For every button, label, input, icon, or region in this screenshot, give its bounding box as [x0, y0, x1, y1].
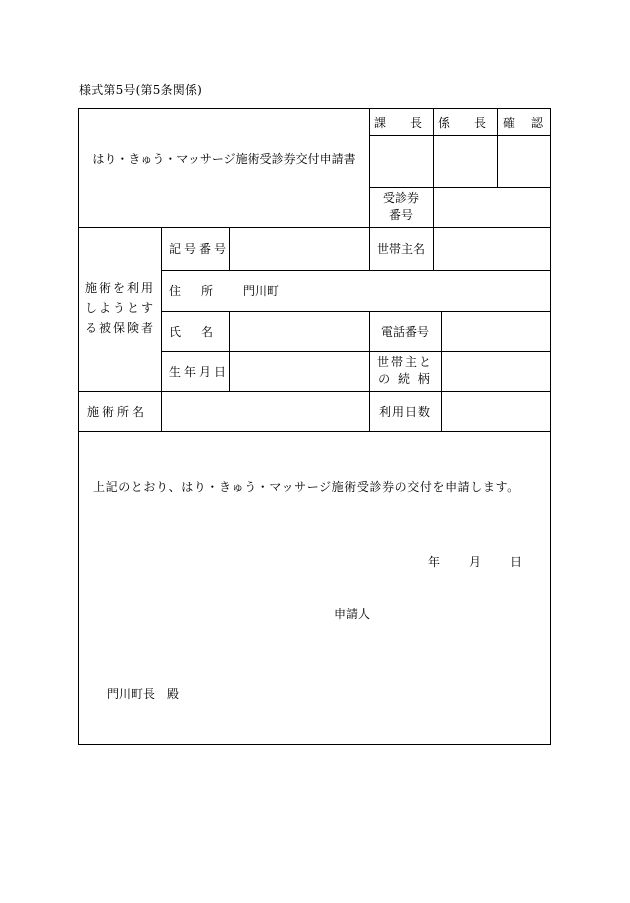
address-value-cell [243, 270, 443, 311]
phone-label-cell [369, 311, 441, 351]
application-form [78, 108, 551, 745]
address-label: 住 所 [169, 284, 218, 298]
divider [433, 187, 434, 227]
birthdate-label-cell [169, 351, 229, 391]
usage-days-label-cell [369, 391, 441, 431]
divider [229, 227, 230, 270]
insured-person-label-line-3: る被保険者 [84, 320, 155, 335]
facility-label: 施術所名 [87, 404, 148, 419]
addressee: 門川町長 殿 [107, 687, 180, 701]
insured-person-label-cell [79, 269, 161, 349]
form-title: はり・きゅう・マッサージ施術受診券交付申請書 [92, 152, 356, 166]
householder-label: 世帯主名 [377, 242, 426, 256]
facility-label-cell [87, 391, 161, 431]
birthdate-label: 生年月日 [169, 364, 230, 379]
relation-label-cell [369, 351, 441, 391]
date-year: 年 [428, 555, 441, 569]
section-chief-label: 課 長 [373, 115, 428, 130]
insured-person-label-line-2: しようとす [84, 301, 155, 316]
address-label-cell [169, 270, 225, 311]
divider [433, 227, 434, 270]
ticket-number-label-line-1: 受診券 [382, 190, 419, 205]
approval-subsection-chief [433, 109, 497, 135]
approval-confirm [497, 109, 551, 135]
insured-person-label-line-1: 施術を利用 [84, 281, 155, 296]
divider [369, 227, 370, 270]
applicant-label: 申請人 [334, 607, 371, 621]
date-day: 日 [510, 555, 523, 569]
householder-label-cell [377, 227, 433, 270]
form-title-cell [79, 109, 369, 209]
divider [79, 227, 551, 228]
confirm-label: 確 認 [502, 115, 545, 130]
divider [229, 311, 230, 391]
ticket-number-label-line-2: 番号 [388, 208, 413, 222]
address-value: 門川町 [243, 284, 280, 298]
form-number: 様式第5号(第5条関係) [79, 83, 203, 97]
phone-label: 電話番号 [380, 324, 429, 339]
ticket-number-label-cell [369, 187, 433, 227]
name-label-cell [169, 311, 225, 351]
subsection-chief-label: 係 長 [437, 115, 492, 130]
divider [369, 135, 551, 136]
usage-days-label: 利用日数 [378, 404, 431, 419]
divider [441, 311, 442, 431]
name-label: 氏 名 [169, 324, 218, 339]
relation-label-line-2: の 続 柄 [378, 372, 432, 386]
relation-label-line-1: 世帯主と [376, 354, 433, 369]
approval-section-chief [369, 109, 433, 135]
record-number-label-cell [169, 227, 229, 270]
divider [161, 227, 162, 431]
divider [79, 431, 551, 432]
application-statement: 上記のとおり、はり・きゅう・マッサージ施術受診券の交付を申請します。 [93, 480, 520, 494]
record-number-label: 記号番号 [169, 242, 230, 256]
date-month: 月 [469, 555, 482, 569]
